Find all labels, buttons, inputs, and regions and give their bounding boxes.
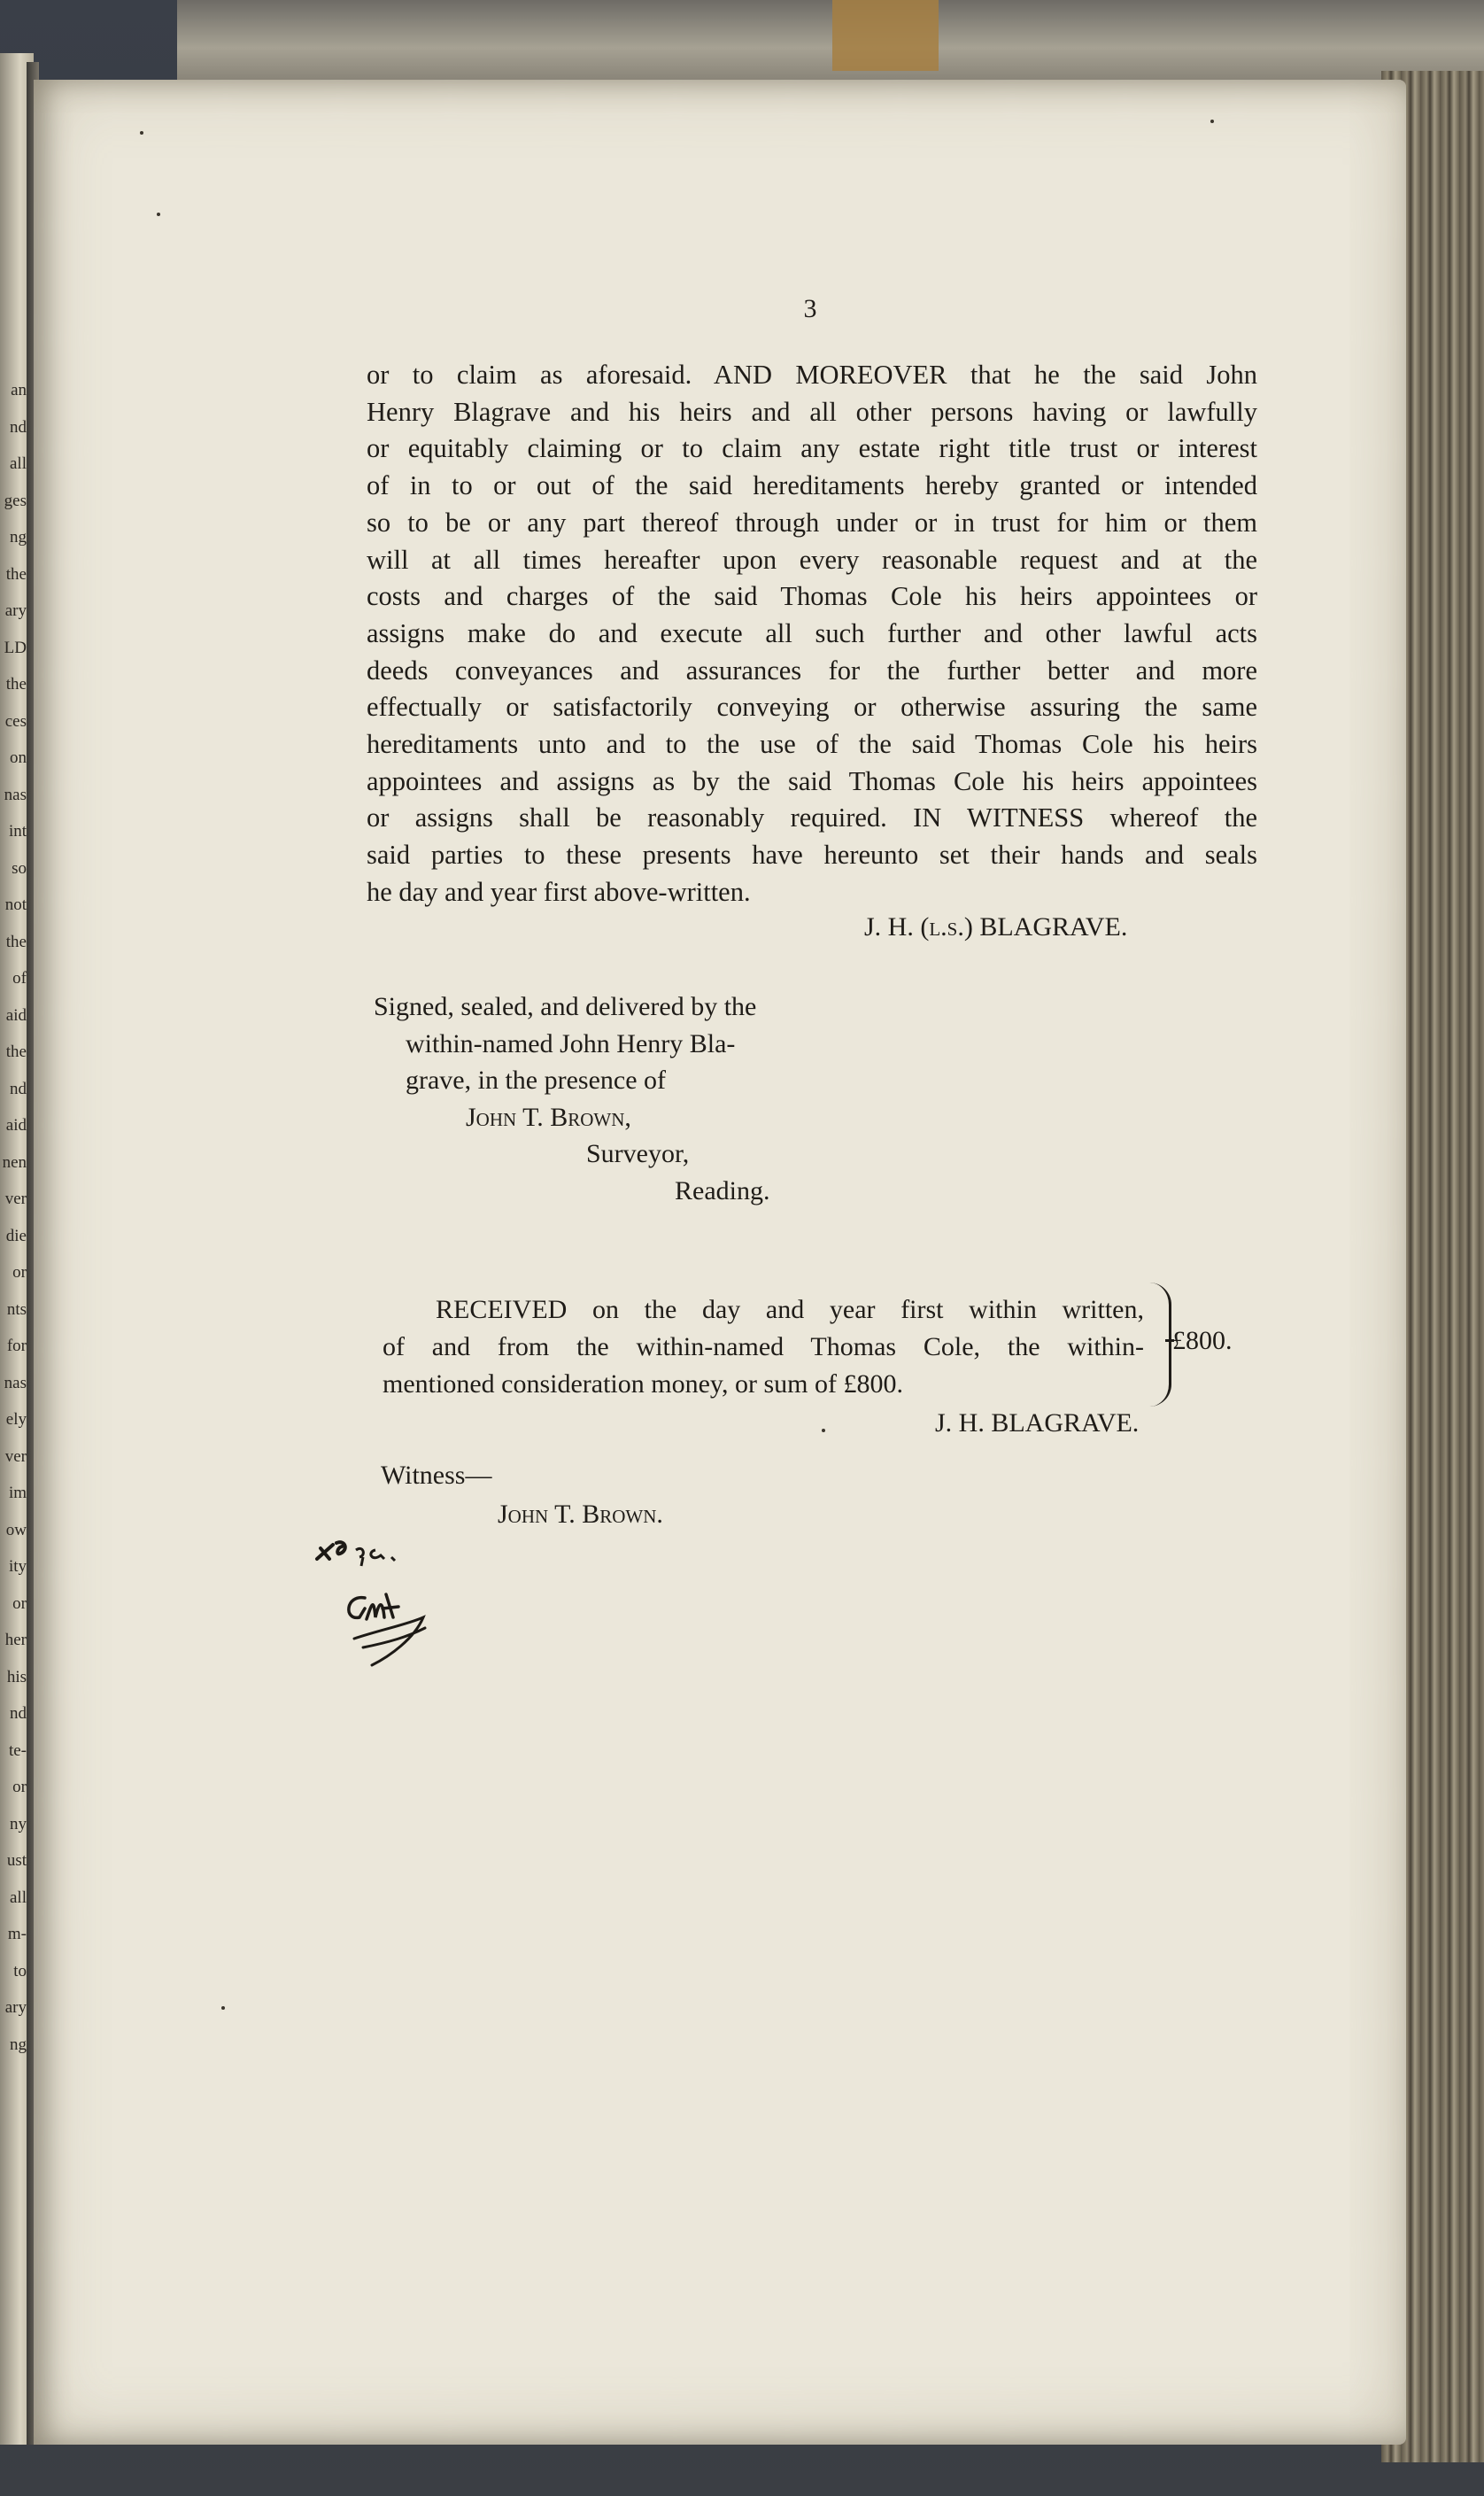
- body-line: effectually or satisfactorily conveying or otherwise assuring the same: [367, 692, 1257, 723]
- facing-page-fragment: ary: [4, 1998, 27, 2017]
- facing-page-fragment: nts: [6, 1299, 27, 1319]
- facing-page-fragment: or: [12, 1778, 27, 1796]
- facing-page-fragment: aid: [5, 1116, 27, 1135]
- facing-page-fragment: the: [5, 1043, 27, 1061]
- receipt-line: of and from the within-named Thomas Cole, the within-: [383, 1331, 1144, 1361]
- facing-page-fragment: ely: [5, 1410, 27, 1429]
- facing-page-fragment: his: [6, 1667, 27, 1686]
- paper-speck: [221, 2006, 225, 2010]
- facing-page-fragment: nas: [4, 785, 27, 804]
- attestation-clause: [374, 988, 769, 1209]
- facing-page-fragment: her: [4, 1631, 27, 1649]
- page-number: 3: [803, 294, 817, 323]
- facing-page-fragment: the: [5, 932, 27, 951]
- facing-page-fragment: ng: [10, 2035, 27, 2054]
- facing-page-fragment: int: [8, 822, 27, 841]
- facing-page-fragment: all: [10, 454, 27, 473]
- paper-speck: [157, 213, 160, 216]
- body-line: said parties to these presents have hereunto set their hands and seals: [367, 840, 1257, 871]
- facing-page-fragment: on: [10, 748, 27, 767]
- body-line: or equitably claiming or to claim any estate right title trust or interest: [367, 433, 1257, 464]
- witness-occupation: Surveyor,: [586, 1139, 690, 1168]
- signature-surname: ) BLAGRAVE.: [963, 912, 1128, 942]
- paper-speck: [140, 131, 143, 135]
- facing-page-fragment: ary: [4, 601, 27, 620]
- facing-page-fragment: ces: [4, 711, 27, 731]
- facing-page-fragment: nen: [2, 1152, 27, 1172]
- attestation-line: within-named John Henry Bla-: [406, 1028, 736, 1058]
- facing-page-fragment: te-: [8, 1740, 27, 1760]
- receipt-amount: £800.: [1172, 1326, 1233, 1355]
- facing-page-fragment: ver: [4, 1446, 27, 1466]
- body-line: will at all times hereafter upon every reasonable request and at the: [367, 544, 1257, 575]
- body-line: he day and year first above-written.: [367, 876, 751, 907]
- facing-page-fragment: the: [5, 564, 27, 584]
- locus-sigilli: l.s.: [929, 912, 964, 942]
- receipt-line: RECEIVED on the day and year first within written,: [436, 1295, 1144, 1324]
- witness-block: [381, 1456, 663, 1534]
- body-line: hereditaments unto and to the use of the said Thomas Cole his heirs: [367, 729, 1257, 760]
- body-line: assigns make do and execute all such further and other lawful acts: [367, 617, 1257, 648]
- body-line: or assigns shall be reasonably required. IN WITNESS whereof the: [367, 802, 1257, 833]
- facing-page-fragment: im: [8, 1484, 27, 1502]
- facing-page-fragment: nd: [10, 417, 27, 437]
- facing-page-fragment: the: [5, 675, 27, 694]
- facing-page-fragment: to: [13, 1961, 27, 1981]
- body-line: or to claim as aforesaid. AND MOREOVER that he the said John: [367, 360, 1257, 390]
- facing-page-fragment: not: [4, 895, 27, 914]
- paper-speck: [1210, 120, 1214, 123]
- body-line: Henry Blagrave and his heirs and all other persons having or lawfully: [367, 396, 1257, 427]
- witness-place: Reading.: [675, 1175, 770, 1205]
- attesting-witness-name: John T. Brown,: [466, 1102, 631, 1132]
- facing-page-fragment: of: [12, 969, 27, 988]
- body-line: appointees and assigns as by the said Thomas Cole his heirs appointees: [367, 765, 1257, 796]
- facing-page-fragment: ow: [5, 1520, 27, 1539]
- facing-page-fragment: aid: [5, 1005, 27, 1025]
- seal-signature: [864, 912, 1127, 942]
- attestation-line: grave, in the presence of: [406, 1066, 667, 1095]
- body-line: so to be or any part thereof through under or in trust for him or them: [367, 507, 1257, 538]
- receipt-signature: J. H. BLAGRAVE.: [935, 1408, 1140, 1438]
- facing-page-fragment: all: [10, 1888, 27, 1907]
- facing-page-fragment: m-: [7, 1925, 27, 1943]
- facing-page-fragment: ity: [8, 1557, 27, 1576]
- receipt-line: mentioned consideration money, or sum of £800.: [383, 1368, 903, 1399]
- body-line: of in to or out of the said hereditaments hereby granted or intended: [367, 470, 1257, 501]
- facing-page-fragment: so: [12, 858, 27, 878]
- signature-initials: J. H. (: [864, 912, 930, 942]
- attestation-line: Signed, sealed, and delivered by the: [374, 992, 757, 1021]
- facing-page-fragment: for: [6, 1337, 27, 1355]
- facing-page-fragment: ny: [10, 1814, 27, 1833]
- facing-page-fragment: nas: [4, 1373, 27, 1392]
- facing-page-fragment: ver: [4, 1190, 27, 1208]
- receipt-clause: [383, 1291, 1144, 1402]
- facing-page-fragment: or: [12, 1593, 27, 1613]
- witness-label: Witness—: [381, 1461, 492, 1490]
- facing-page-fragment: ges: [4, 491, 27, 510]
- paper-speck: [822, 1429, 825, 1432]
- facing-page-fragment: ust: [6, 1851, 27, 1870]
- facing-page-fragment: nd: [10, 1704, 27, 1723]
- facing-page-fragment: ng: [10, 528, 27, 546]
- facing-page-fragment: LD: [4, 638, 27, 657]
- facing-page-fragment: an: [11, 381, 27, 399]
- body-line: deeds conveyances and assurances for the further better and more: [367, 655, 1257, 686]
- facing-page-fragment: or: [12, 1263, 27, 1282]
- handwritten-initials: [310, 1532, 487, 1709]
- body-line: costs and charges of the said Thomas Cole his heirs appointees or: [367, 581, 1257, 612]
- facing-page-fragment: nd: [10, 1079, 27, 1098]
- witness-name: John T. Brown.: [498, 1500, 663, 1529]
- facing-page-fragment: die: [5, 1226, 27, 1245]
- curly-brace: [1149, 1283, 1171, 1407]
- deed-body-text: [367, 357, 1257, 911]
